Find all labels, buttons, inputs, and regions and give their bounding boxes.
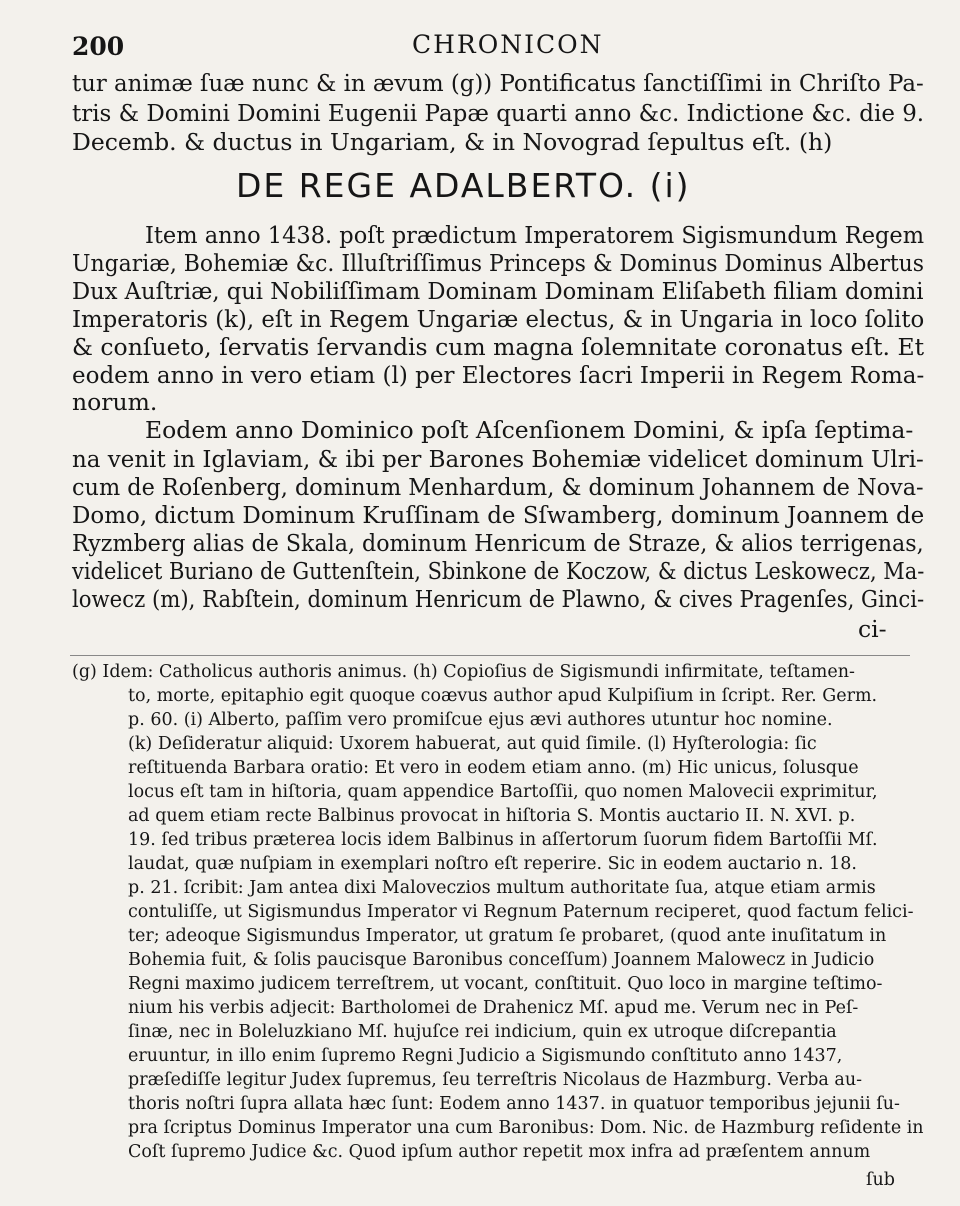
- footnote-line: eruuntur, in illo enim ſupremo Regni Judicio a Sigismundo conſtituto anno 1437,: [128, 1046, 843, 1066]
- text-line: Decemb. & ductus in Ungariam, & in Novograd ſepultus eſt. (h): [72, 128, 833, 156]
- footnote-line: p. 60. (i) Alberto, paſſim vero promiſcue ejus ævi authores utuntur hoc nomine.: [128, 710, 833, 730]
- page-number: 200: [72, 32, 125, 61]
- text-line: tur animæ ſuæ nunc & in ævum (g)) Pontificatus ſanctiſſimi in Chriſto Pa-: [72, 69, 924, 97]
- paragraph-line: cum de Roſenberg, dominum Menhardum, & dominum Johannem de Nova-: [72, 473, 924, 501]
- footnote-line: locus eſt tam in hiſtoria, quam appendice Bartoſſii, quo nomen Malovecii exprimitur,: [128, 782, 878, 802]
- footnote-line: (g) Idem: Catholicus authoris animus. (h) Copioſius de Sigismundi infirmitate, teſtamen-: [72, 662, 855, 682]
- footnote-line: to, morte, epitaphio egit quoque coævus author apud Kulpiſium in ſcript. Rer. Germ.: [128, 686, 878, 706]
- footnote-line: Bohemia fuit, & ſolis paucisque Baronibus conceſſum) Joannem Malowecz in Judicio: [128, 950, 875, 970]
- footnote-line: pra ſcriptus Dominus Imperator una cum Baronibus: Dom. Nic. de Hazmburg reſidente in: [128, 1118, 924, 1138]
- paragraph-line: na venit in Iglaviam, & ibi per Barones Bohemiæ videlicet dominum Ulri-: [72, 445, 924, 473]
- paragraph-line: eodem anno in vero etiam (l) per Electores ſacri Imperii in Regem Roma-: [72, 361, 925, 389]
- footnote-line: thoris noſtri ſupra allata hæc ſunt: Eodem anno 1437. in quatuor temporibus jejunii ſu-: [128, 1094, 900, 1114]
- paragraph-line: Ungariæ, Bohemiæ &c. Illuſtriſſimus Princeps & Dominus Dominus Albertus: [72, 249, 925, 277]
- footnote-line: laudat, quæ nuſpiam in exemplari noſtro eſt reperire. Sic in eodem auctario n. 18.: [128, 854, 857, 874]
- paragraph-line: lowecz (m), Rabſtein, dominum Henricum de Plawno, & cives Pragenſes, Ginci-: [72, 585, 925, 613]
- paragraph-line: Eodem anno Dominico poſt Aſcenſionem Domini, & ipſa ſeptima-: [145, 416, 914, 444]
- paragraph-line: Domo, dictum Dominum Kruſſinam de Sſwamberg, dominum Joannem de: [72, 501, 925, 529]
- paragraph-line: Ryzmberg alias de Skala, dominum Henricum de Straze, & alios terrigenas,: [72, 529, 924, 557]
- paragraph-line: Item anno 1438. poſt prædictum Imperatorem Sigismundum Regem: [145, 221, 925, 249]
- footnote-line: reſtituenda Barbara oratio: Et vero in eodem etiam anno. (m) Hic unicus, ſolusque: [128, 758, 859, 778]
- paragraph-line: Dux Auſtriæ, qui Nobiliſſimam Dominam Dominam Eliſabeth filiam domini: [72, 277, 924, 305]
- footnote-line: ad quem etiam recte Balbinus provocat in hiſtoria S. Montis auctario II. N. XVI. p.: [128, 806, 856, 826]
- footnote-line: (k) Deſideratur aliquid: Uxorem habuerat, aut quid ſimile. (l) Hyſterologia: ſic: [128, 734, 817, 754]
- footnote-line: 19. ſed tribus præterea locis idem Balbinus in aſſertorum ſuorum fidem Bartoſſii Mſ.: [128, 830, 878, 850]
- footnote-line: contuliſſe, ut Sigismundus Imperator vi Regnum Paternum reciperet, quod factum felici-: [128, 902, 914, 922]
- footnote-catchword: ſub: [866, 1170, 895, 1190]
- footnote-line: p. 21. ſcribit: Jam antea dixi Maloveczios multum authoritate ſua, atque etiam armis: [128, 878, 876, 898]
- footnote-line: ſinæ, nec in Boleluzkiano Mſ. hujuſce rei indicium, quin ex utroque diſcrepantia: [128, 1022, 837, 1042]
- footnote-line: præſediſſe legitur Judex ſupremus, ſeu terreſtris Nicolaus de Hazmburg. Verba au-: [128, 1070, 863, 1090]
- footnote-line: Regni maximo judicem terreſtrem, ut vocant, conſtituit. Quo loco in margine teſtimo-: [128, 974, 883, 994]
- paragraph-line: & conſueto, ſervatis ſervandis cum magna ſolemnitate coronatus eſt. Et: [72, 333, 925, 361]
- footnote-divider: [70, 655, 910, 656]
- footnote-line: Coſt ſupremo Judice &c. Quod ipſum author repetit mox infra ad præſentem annum: [128, 1142, 871, 1162]
- section-title: DE REGE ADALBERTO. (i): [236, 166, 691, 205]
- catchword: ci-: [858, 615, 887, 643]
- footnote-line: nium his verbis adjecit: Bartholomei de Drahenicz Mſ. apud me. Verum nec in Peſ-: [128, 998, 859, 1018]
- paragraph-line: norum.: [72, 388, 158, 416]
- text-line: tris & Domini Domini Eugenii Papæ quarti anno &c. Indictione &c. die 9.: [72, 99, 925, 127]
- footnote-line: ter; adeoque Sigismundus Imperator, ut gratum ſe probaret, (quod ante inuſitatum in: [128, 926, 887, 946]
- running-title: CHRONICON: [412, 30, 604, 59]
- paragraph-line: videlicet Buriano de Guttenſtein, Sbinkone de Koczow, & dictus Leskowecz, Ma-: [72, 557, 925, 585]
- paragraph-line: Imperatoris (k), eſt in Regem Ungariæ electus, & in Ungaria in loco ſolito: [72, 305, 925, 333]
